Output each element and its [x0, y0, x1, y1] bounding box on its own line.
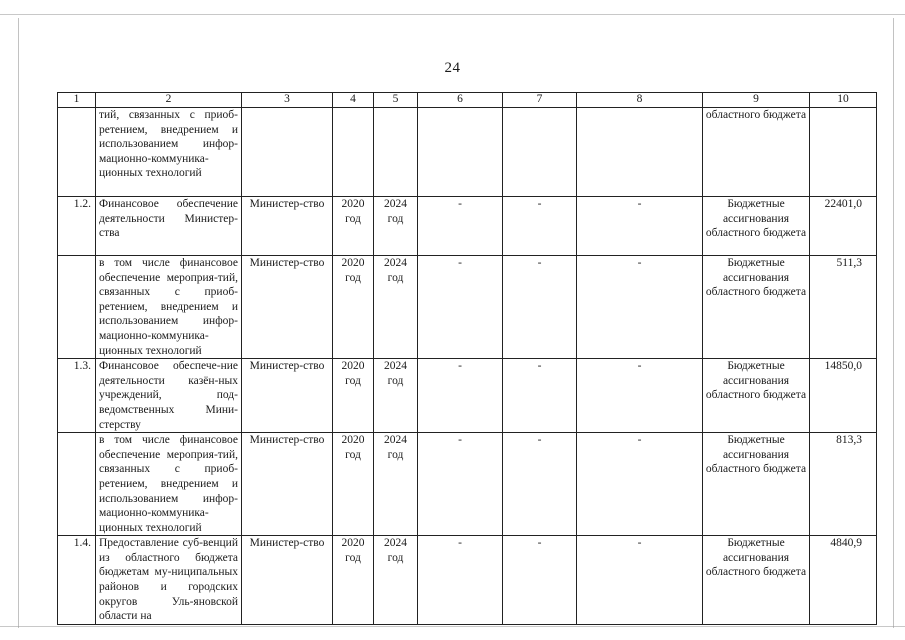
table-row	[58, 536, 877, 625]
row-number	[58, 433, 96, 536]
row-description: в том числе финансовое обеспечение мероприя-тий, связанных с приоб-ретением, внедрением и использованием инфор-мационно-коммуника-ционных технологий	[96, 433, 242, 536]
table-row	[58, 197, 877, 256]
row-executor	[242, 108, 333, 197]
row-executor: Министер-ство	[242, 536, 333, 625]
row-number: 1.3.	[58, 359, 96, 433]
row-description: Предоставление суб-венций из областного бюджета бюджетам му-ниципальных районов и городских округов Уль-яновской области на	[96, 536, 242, 625]
row-start-year: 2020 год	[333, 536, 374, 625]
row-end-year: 2024 год	[374, 256, 418, 359]
column-header: 1	[58, 93, 96, 108]
row-funding-source: Бюджетные ассигнования областного бюджета	[703, 256, 810, 359]
row-start-year: 2020 год	[333, 256, 374, 359]
row-col6: -	[418, 433, 503, 536]
row-col8: -	[577, 197, 703, 256]
row-start-year: 2020 год	[333, 359, 374, 433]
page-number: 24	[444, 60, 461, 76]
row-col7	[503, 108, 577, 197]
row-end-year: 2024 год	[374, 197, 418, 256]
row-amount: 4840,9	[810, 536, 877, 625]
row-amount: 14850,0	[810, 359, 877, 433]
row-executor: Министер-ство	[242, 256, 333, 359]
row-amount	[810, 108, 877, 197]
row-col7: -	[503, 433, 577, 536]
program-table	[57, 92, 877, 625]
table-row	[58, 359, 877, 433]
row-col6: -	[418, 197, 503, 256]
row-number: 1.2.	[58, 197, 96, 256]
scan-left-edge	[18, 18, 19, 628]
row-number: 1.4.	[58, 536, 96, 625]
row-description: в том числе финансовое обеспечение мероприя-тий, связанных с приоб-ретением, внедрением и использованием инфор-мационно-коммуника-ционных технологий	[96, 256, 242, 359]
column-header: 9	[703, 93, 810, 108]
row-funding-source: Бюджетные ассигнования областного бюджета	[703, 433, 810, 536]
row-executor: Министер-ство	[242, 197, 333, 256]
row-funding-source: Бюджетные ассигнования областного бюджета	[703, 197, 810, 256]
column-header: 6	[418, 93, 503, 108]
row-col7: -	[503, 536, 577, 625]
row-executor: Министер-ство	[242, 433, 333, 536]
row-start-year: 2020 год	[333, 433, 374, 536]
row-col6: -	[418, 536, 503, 625]
column-header: 10	[810, 93, 877, 108]
row-amount: 511,3	[810, 256, 877, 359]
row-amount: 813,3	[810, 433, 877, 536]
row-end-year: 2024 год	[374, 359, 418, 433]
row-col8: -	[577, 536, 703, 625]
row-amount: 22401,0	[810, 197, 877, 256]
column-header: 4	[333, 93, 374, 108]
row-funding-source: Бюджетные ассигнования областного бюджета	[703, 359, 810, 433]
row-number	[58, 256, 96, 359]
scan-right-edge	[893, 18, 894, 628]
row-funding-source: областного бюджета	[703, 108, 810, 197]
row-col6: -	[418, 359, 503, 433]
scan-top-edge	[0, 14, 905, 15]
table-row	[58, 256, 877, 359]
column-header: 7	[503, 93, 577, 108]
row-col6: -	[418, 256, 503, 359]
column-header: 8	[577, 93, 703, 108]
row-funding-source: Бюджетные ассигнования областного бюджета	[703, 536, 810, 625]
row-number	[58, 108, 96, 197]
column-header: 3	[242, 93, 333, 108]
row-col6	[418, 108, 503, 197]
row-start-year: 2020 год	[333, 197, 374, 256]
row-col7: -	[503, 197, 577, 256]
table-row	[58, 108, 877, 197]
row-description: Финансовое обеспечение деятельности Министер-ства	[96, 197, 242, 256]
row-description: Финансовое обеспече-ние деятельности казён-ных учреждений, под-ведомственных Мини-стерству	[96, 359, 242, 433]
row-col7: -	[503, 359, 577, 433]
row-end-year	[374, 108, 418, 197]
row-description: тий, связанных с приоб-ретением, внедрением и использованием инфор-мационно-коммуника-ционных технологий	[96, 108, 242, 197]
row-end-year: 2024 год	[374, 433, 418, 536]
row-executor: Министер-ство	[242, 359, 333, 433]
row-col8: -	[577, 433, 703, 536]
row-start-year	[333, 108, 374, 197]
column-header: 5	[374, 93, 418, 108]
row-end-year: 2024 год	[374, 536, 418, 625]
table-row	[58, 433, 877, 536]
scan-bottom-edge	[0, 626, 905, 627]
row-col8	[577, 108, 703, 197]
row-col8: -	[577, 359, 703, 433]
column-header: 2	[96, 93, 242, 108]
table-header-row	[58, 93, 877, 108]
row-col7: -	[503, 256, 577, 359]
row-col8: -	[577, 256, 703, 359]
